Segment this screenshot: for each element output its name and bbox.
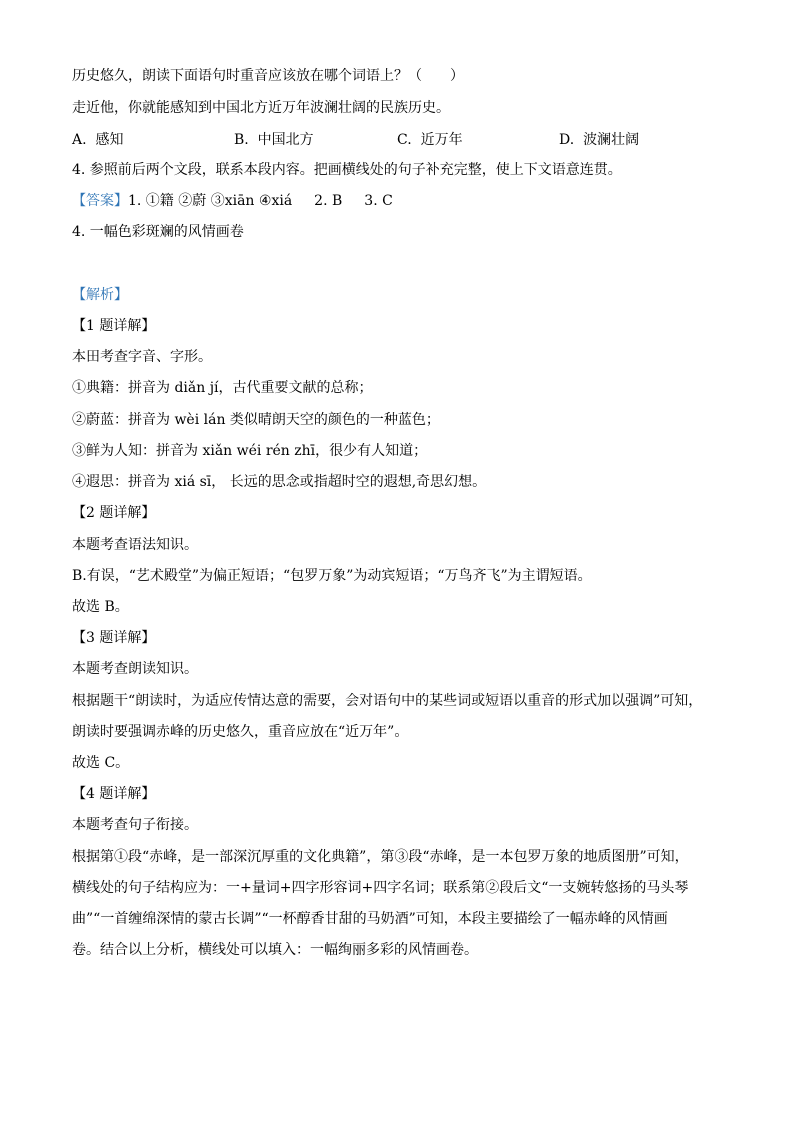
answer-line bbox=[72, 191, 393, 211]
analysis-line: 【1 题详解】 bbox=[72, 318, 156, 334]
question-line-2: 走近他，你就能感知到中国北方近万年波澜壮阔的民族历史。 bbox=[72, 100, 450, 116]
option-c bbox=[397, 130, 463, 150]
question-line-1: 历史悠久，朗读下面语句时重音应该放在哪个词语上？（ ） bbox=[72, 68, 464, 84]
option-d bbox=[559, 130, 639, 150]
option-letter: D. bbox=[559, 132, 575, 148]
analysis-line: 本题考查句子衔接。 bbox=[72, 817, 198, 833]
analysis-line: 【3 题详解】 bbox=[72, 630, 156, 646]
analysis-line: 故选 B。 bbox=[72, 599, 129, 615]
analysis-line: 卷。结合以上分析，横线处可以填入：一幅绚丽多彩的风情画卷。 bbox=[72, 942, 478, 958]
option-b bbox=[234, 130, 314, 150]
analysis-line: 故选 C。 bbox=[72, 755, 130, 771]
analysis-tag: 【解析】 bbox=[72, 287, 128, 303]
option-letter: B. bbox=[234, 132, 249, 148]
answer-3: 3. C bbox=[364, 193, 393, 209]
analysis-line: ①典籍：拼音为 diǎn jí，古代重要文献的总称； bbox=[72, 380, 373, 396]
analysis-line: 本田考查字音、字形。 bbox=[72, 349, 212, 365]
analysis-line: 根据第①段“赤峰，是一部深沉厚重的文化典籍”，第③段“赤峰，是一本包罗万象的地质图册”可知， bbox=[72, 849, 689, 865]
question-4-prompt: 4. 参照前后两个文段，联系本段内容。把画横线处的句子补充完整，使上下文语意连贯。 bbox=[72, 162, 622, 178]
analysis-line: 横线处的句子结构应为：一+量词+四字形容词+四字名词；联系第②段后文“一支婉转悠扬的马头琴 bbox=[72, 880, 689, 896]
analysis-line: ②蔚蓝：拼音为 wèi lán 类似晴朗天空的颜色的一种蓝色； bbox=[72, 412, 440, 428]
option-letter: C. bbox=[397, 132, 412, 148]
analysis-line: ④遐思：拼音为 xiá sī， 长远的思念或指超时空的遐想,奇思幻想。 bbox=[72, 474, 487, 490]
answer-1: 1. ①籍 ②蔚 ③xiān ④xiá bbox=[128, 193, 293, 209]
analysis-line: 朗读时要强调赤峰的历史悠久，重音应放在“近万年”。 bbox=[72, 724, 409, 740]
option-text: 波澜壮阔 bbox=[583, 132, 640, 148]
analysis-line: 【4 题详解】 bbox=[72, 786, 156, 802]
analysis-line: 本题考查朗读知识。 bbox=[72, 661, 198, 677]
answer-2: 2. B bbox=[314, 193, 343, 209]
analysis-line: 【2 题详解】 bbox=[72, 505, 156, 521]
analysis-line: 根据题干“朗读时，为适应传情达意的需要，会对语句中的某些词或短语以重音的形式加以强调”可知， bbox=[72, 693, 703, 709]
answer-4: 4. 一幅色彩斑斓的风情画卷 bbox=[72, 224, 244, 240]
option-text: 近万年 bbox=[420, 132, 463, 148]
analysis-line: 曲”“一首缠绵深情的蒙古长调”“一杯醇香甘甜的马奶酒”可知，本段主要描绘了一幅赤峰的风情画 bbox=[72, 911, 668, 927]
analysis-line: B.有误，“艺术殿堂”为偏正短语；“包罗万象”为动宾短语；“万鸟齐飞”为主谓短语。 bbox=[72, 568, 592, 584]
options-row bbox=[72, 130, 752, 150]
option-text: 感知 bbox=[95, 132, 124, 148]
option-a bbox=[72, 130, 123, 150]
option-text: 中国北方 bbox=[257, 132, 314, 148]
answer-tag: 【答案】 bbox=[72, 193, 128, 209]
analysis-line: ③鲜为人知：拼音为 xiǎn wéi rén zhī，很少有人知道； bbox=[72, 443, 428, 459]
option-letter: A. bbox=[72, 132, 87, 148]
analysis-line: 本题考查语法知识。 bbox=[72, 537, 198, 553]
